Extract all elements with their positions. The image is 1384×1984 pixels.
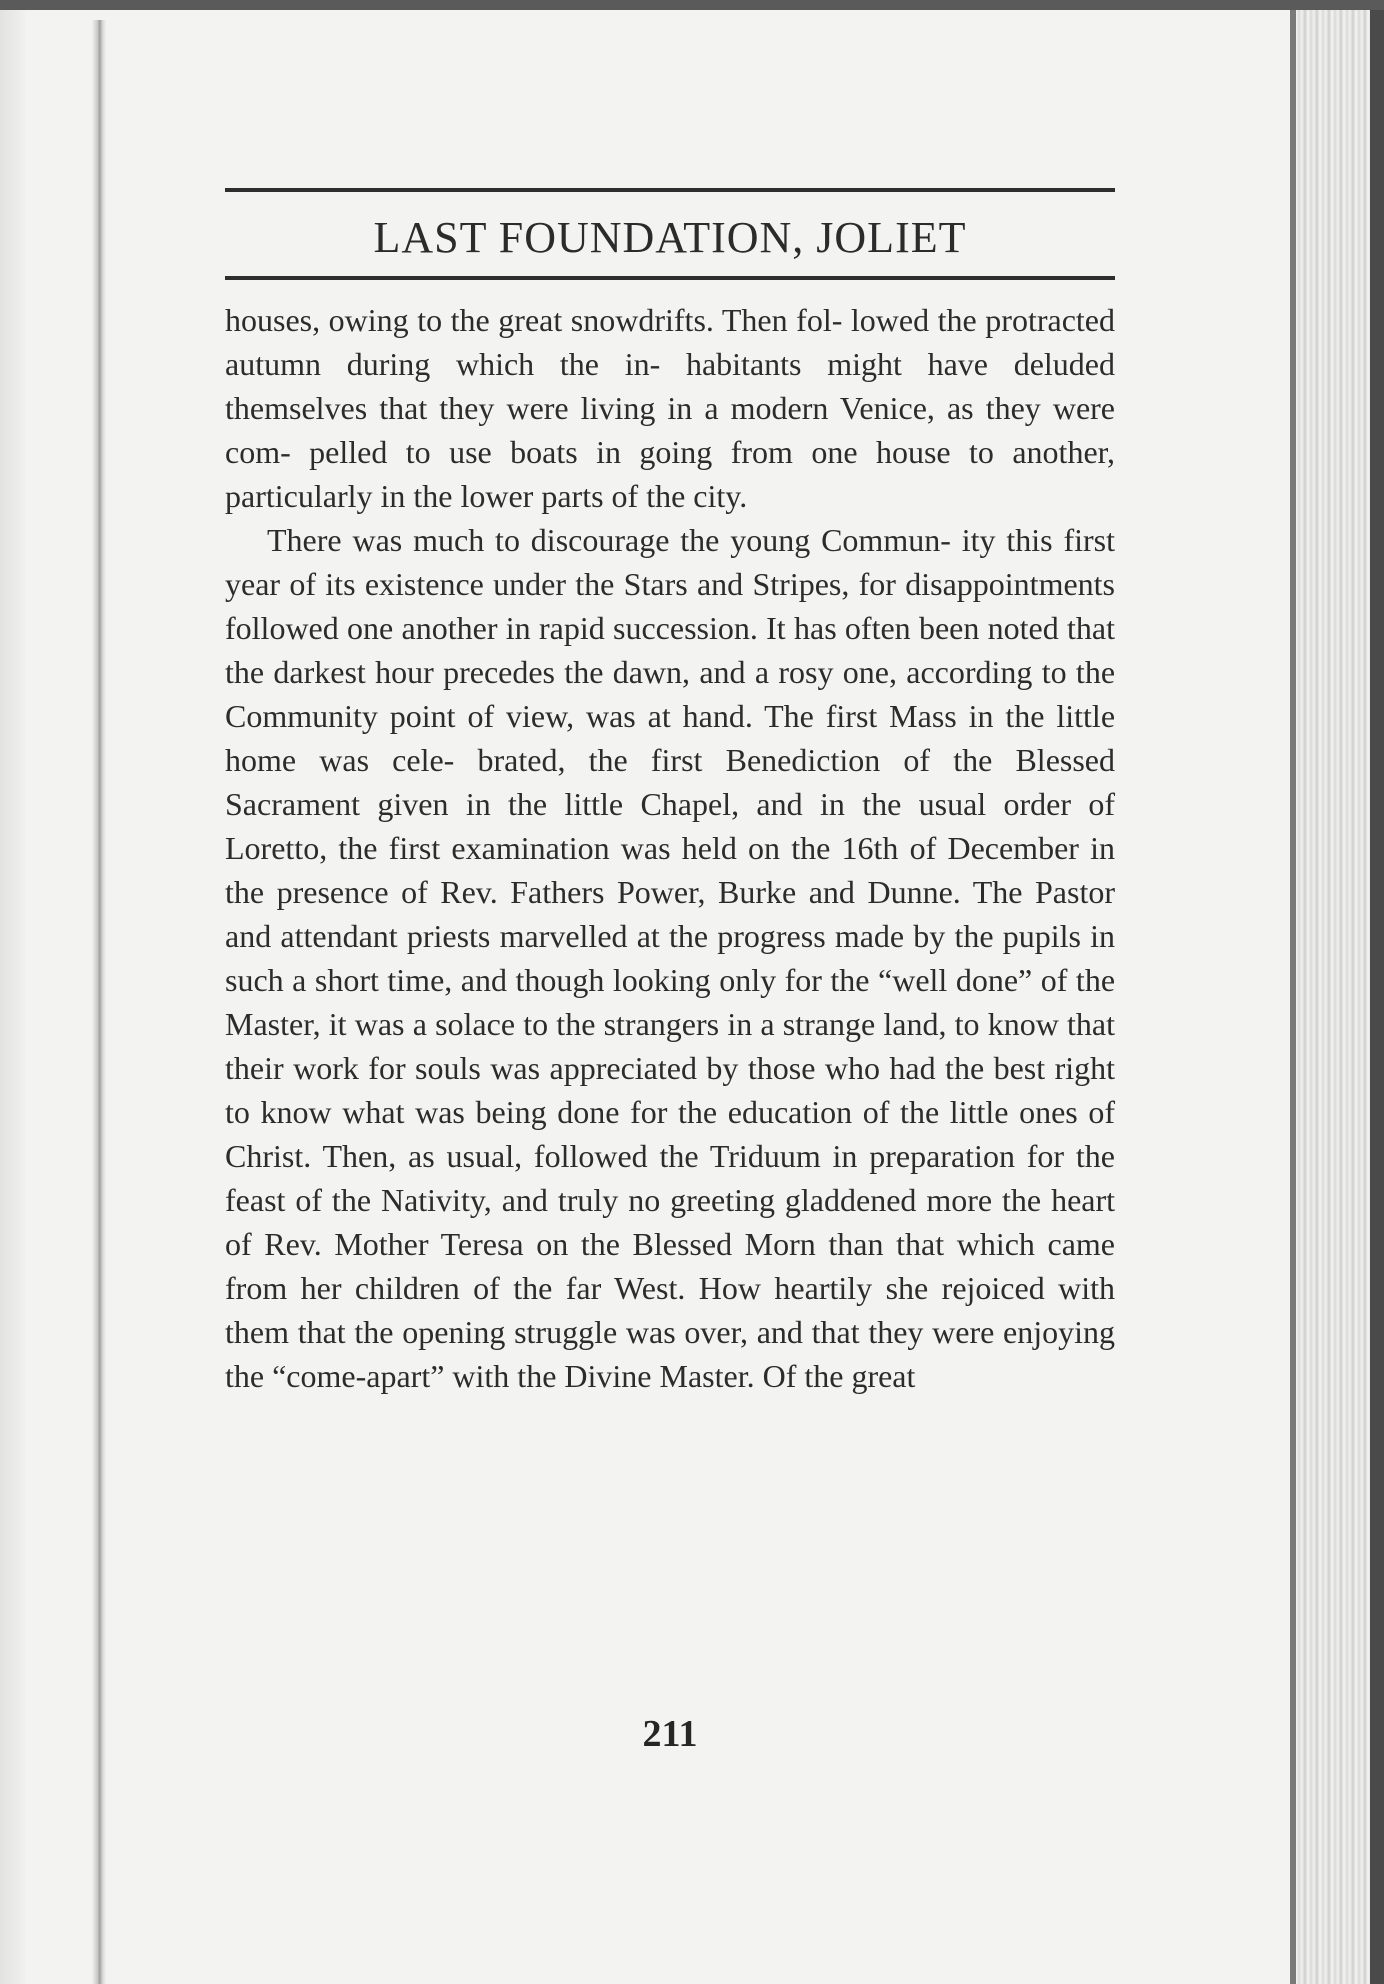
text-line: lowed the protracted autumn during which the in-	[225, 302, 1115, 382]
paragraph-1	[225, 298, 1115, 518]
text-line: a short time, and though looking only for the “well	[292, 962, 948, 998]
page-number: 211	[642, 1713, 698, 1755]
text-line: given in the little Chapel, and in the usual order of	[377, 786, 1116, 822]
text-line: according to the Community point of view, was at	[225, 654, 1116, 734]
running-title: LAST FOUNDATION, JOLIET	[373, 213, 967, 262]
text-line: brated, the first Benediction of the Blessed Sacrament	[225, 742, 1116, 822]
text-line: hand. The first Mass in the little home was cele-	[225, 698, 1116, 778]
text-line: “come-apart” with the Divine Master. Of the great	[272, 1358, 916, 1394]
text-line: which came from her children of the far West. How	[225, 1226, 1116, 1306]
page-edge-shadow	[1290, 10, 1296, 1984]
text-line: know what was being done for the education of the	[260, 1094, 940, 1130]
header-bottom-rule	[225, 276, 1115, 280]
text-line: struggle was over, and that they were enjoying the	[225, 1314, 1116, 1394]
page-header	[225, 188, 1115, 280]
text-line: rapid succession. It has often been noted that the	[225, 610, 1116, 690]
scan-right-border	[1370, 10, 1384, 1984]
text-line: Stripes, for disappointments followed one another in	[225, 566, 1116, 646]
text-line: in a strange land, to know that their work for souls	[225, 1006, 1116, 1086]
text-line: pelled to use boats in going from one house to	[309, 434, 994, 470]
text-line: houses, owing to the great snowdrifts. Then fol-	[225, 302, 843, 338]
text-line: ity this first year of its existence under the Stars and	[225, 522, 1115, 602]
text-line: another, particularly in the lower parts of the city.	[225, 434, 1116, 514]
paragraph-2	[225, 518, 1115, 1398]
text-line: Burke and Dunne. The Pastor and attendant priests	[225, 874, 1116, 954]
text-line: of December in the presence of Rev. Fathers Power,	[225, 830, 1116, 910]
text-line: marvelled at the progress made by the pupils in such	[225, 918, 1116, 998]
text-line: Triduum in preparation for the feast of the Nativity,	[225, 1138, 1116, 1218]
scan-left-margin	[0, 10, 26, 1984]
text-line: There was much to discourage the young Commun-	[267, 522, 951, 558]
text-line: Loretto, the first examination was held on the 16th	[225, 830, 899, 866]
text-line: heartily she rejoiced with them that the opening	[225, 1270, 1116, 1350]
text-line: Rev. Mother Teresa on the Blessed Morn than that	[264, 1226, 945, 1262]
scan-top-border	[0, 0, 1384, 10]
book-gutter	[92, 20, 106, 1984]
body-text	[225, 298, 1115, 1398]
text-line: done” of the Master, it was a solace to the strangers	[225, 962, 1116, 1042]
text-line: was appreciated by those who had the best right to	[225, 1050, 1116, 1130]
text-line: and truly no greeting gladdened more the heart of	[225, 1182, 1116, 1262]
text-line: little ones of Christ. Then, as usual, followed the	[225, 1094, 1116, 1174]
text-line: were living in a modern Venice, as they were com-	[225, 390, 1116, 470]
text-line: habitants might have deluded themselves that they	[225, 346, 1116, 426]
text-line: darkest hour precedes the dawn, and a rosy one,	[273, 654, 897, 690]
